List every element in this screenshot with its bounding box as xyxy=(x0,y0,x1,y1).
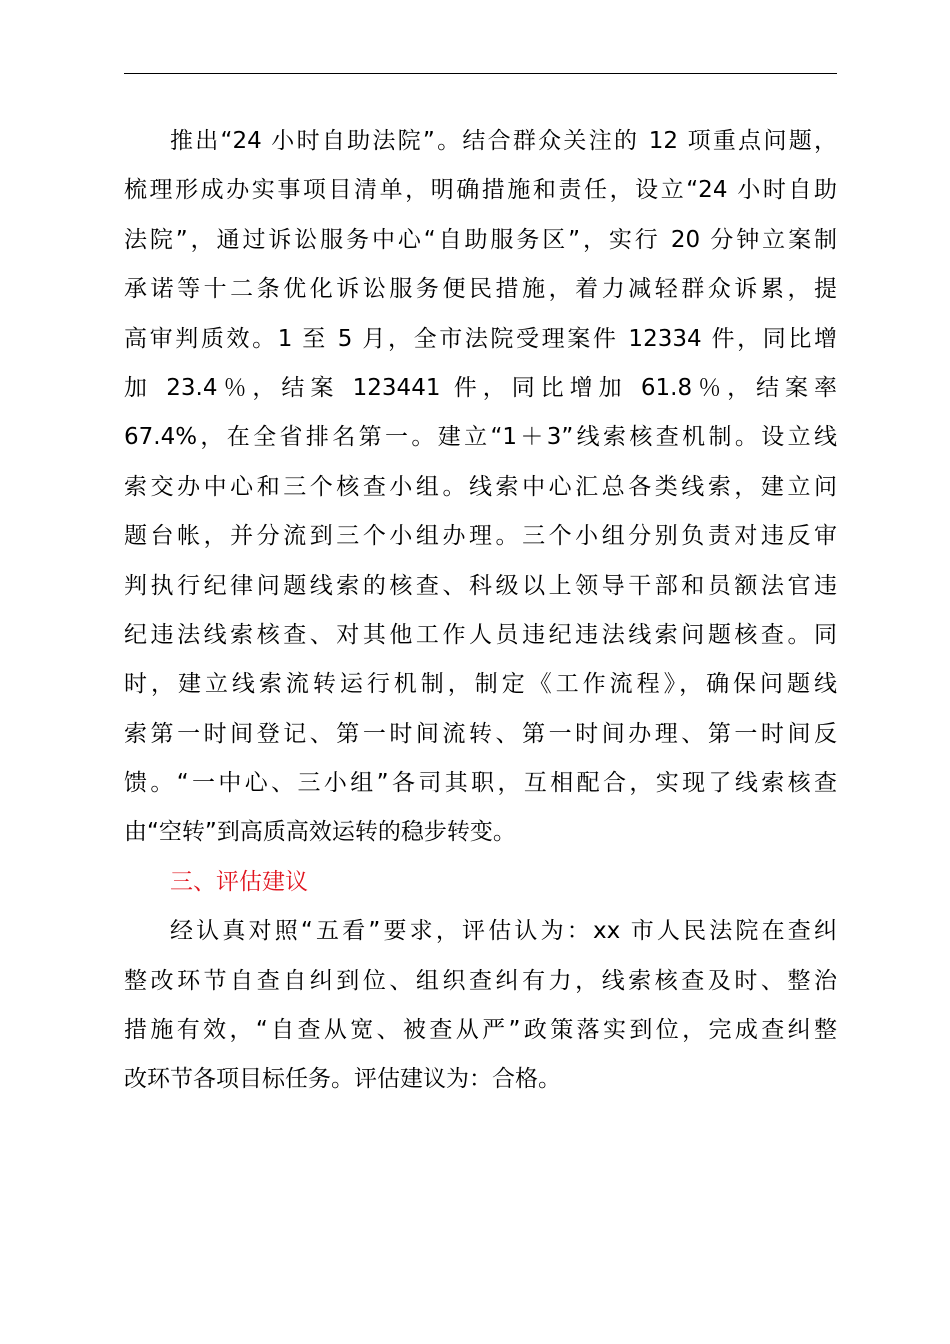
paragraph-line: 判执行纪律问题线索的核查、科级以上领导干部和员额法官违 xyxy=(124,572,837,599)
paragraph-line: 题台帐，并分流到三个小组办理。三个小组分别负责对违反审 xyxy=(124,523,837,550)
paragraph-line: 整改环节自查自纠到位、组织查纠有力，线索核查及时、整治 xyxy=(124,967,837,994)
paragraph-line: 索第一时间登记、第一时间流转、第一时间办理、第一时间反 xyxy=(124,720,837,747)
paragraph-line: 措施有效，“自查从宽、被查从严”政策落实到位，完成查纠整 xyxy=(124,1017,837,1044)
paragraph-line: 推出“24 小时自助法院”。结合群众关注的 12 项重点问题， xyxy=(170,128,837,154)
paragraph-line: 经认真对照“五看”要求，评估认为：xx 市人民法院在查纠 xyxy=(170,918,837,945)
document-body xyxy=(124,117,837,1105)
paragraph-line: 馈。“一中心、三小组”各司其职，互相配合，实现了线索核查 xyxy=(124,770,837,797)
paragraph-line: 承诺等十二条优化诉讼服务便民措施，着力减轻群众诉累，提 xyxy=(124,276,837,303)
paragraph-line: 高审判质效。1 至 5 月，全市法院受理案件 12334 件，同比增 xyxy=(124,325,837,352)
header-rule xyxy=(124,73,837,74)
paragraph-line: 时，建立线索流转运行机制，制定《工作流程》，确保问题线 xyxy=(124,671,837,698)
paragraph-line: 梳理形成办实事项目清单，明确措施和责任，设立“24 小时自助 xyxy=(124,177,837,204)
paragraph-line: 改环节各项目标任务。评估建议为：合格。 xyxy=(124,1066,561,1093)
paragraph-line: 加 23.4％，结案 123441 件，同比增加 61.8％，结案率 xyxy=(124,374,837,401)
paragraph-line: 法院”，通过诉讼服务中心“自助服务区”，实行 20 分钟立案制 xyxy=(124,226,837,253)
paragraph-line: 67.4%，在全省排名第一。建立“1＋3”线索核查机制。设立线 xyxy=(124,424,837,451)
paragraph-line: 索交办中心和三个核查小组。线索中心汇总各类线索，建立问 xyxy=(124,473,837,500)
paragraph-2 xyxy=(124,907,837,1105)
paragraph-1 xyxy=(124,117,837,858)
paragraph-line: 由“空转”到高质高效运转的稳步转变。 xyxy=(124,819,516,846)
paragraph-line: 纪违法线索核查、对其他工作人员违纪违法线索问题核查。同 xyxy=(124,621,837,648)
section-heading: 三、评估建议 xyxy=(170,868,308,895)
